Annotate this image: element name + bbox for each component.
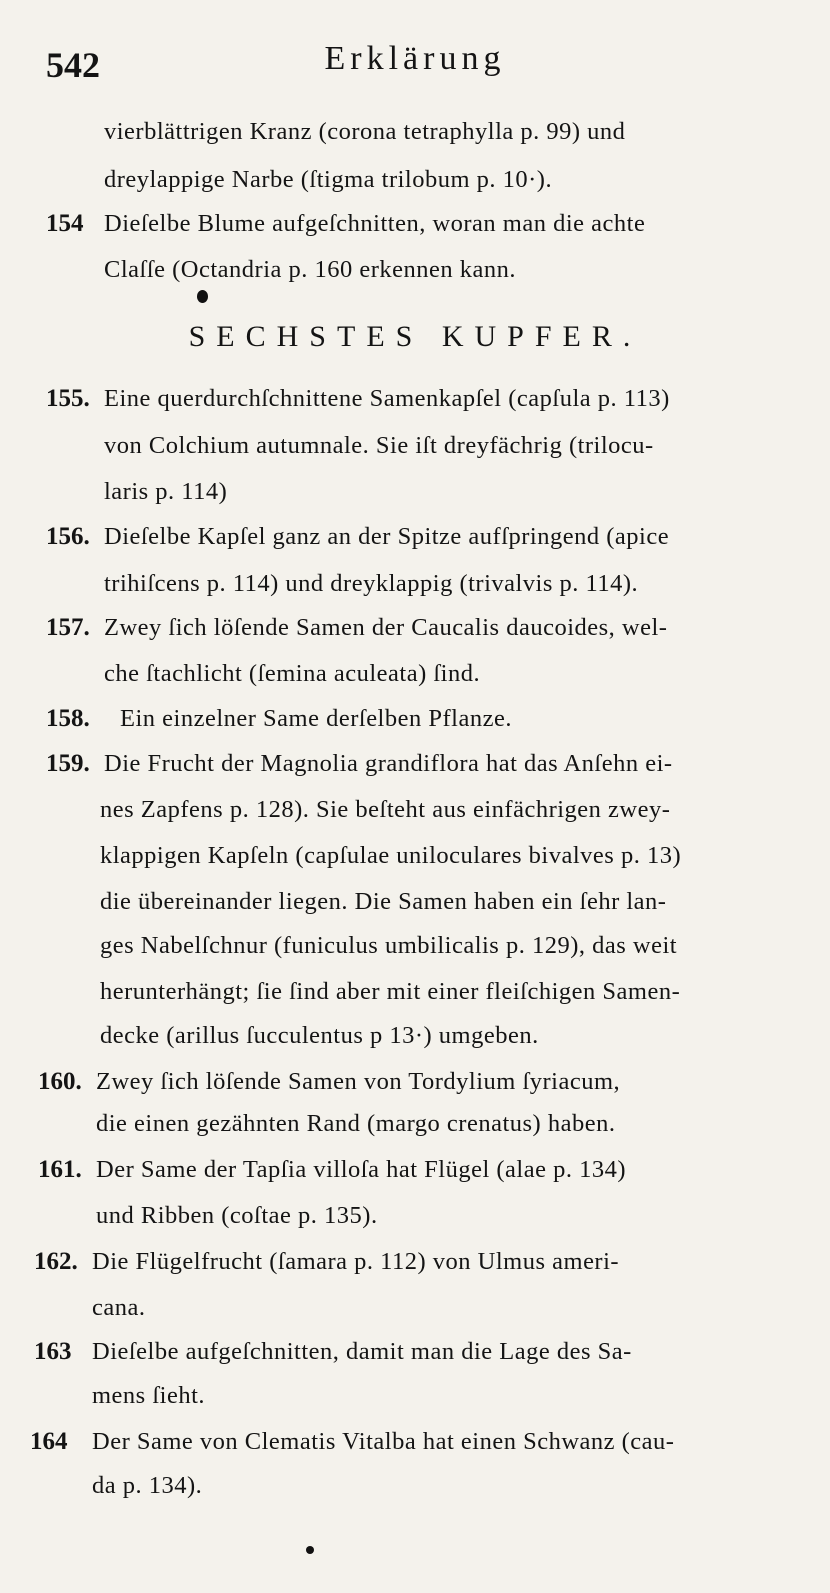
running-head xyxy=(0,34,830,84)
text-line: Zwey ſich löſende Samen von Tordylium ſyriacum, xyxy=(96,1068,621,1095)
text-line: laris p. 114) xyxy=(104,478,228,505)
text-line: Eine querdurchſchnittene Samenkapſel (capſula p. 113) xyxy=(104,385,670,412)
ink-blot xyxy=(306,1546,314,1554)
page-title: Erklärung xyxy=(324,40,506,77)
text-line: die übereinander liegen. Die Samen haben ein ſehr lan- xyxy=(100,888,667,915)
text-line: von Colchium autumnale. Sie iſt dreyfächrig (trilocu- xyxy=(104,432,654,459)
section-heading: SECHSTES KUPFER. xyxy=(188,320,642,353)
ink-blot xyxy=(197,290,208,303)
text-line: da p. 134). xyxy=(92,1472,203,1499)
text-line: nes Zapfens p. 128). Sie beſteht aus einfächrigen zwey- xyxy=(100,796,671,823)
text-line: herunterhängt; ſie ſind aber mit einer fleiſchigen Samen- xyxy=(100,978,681,1005)
text-line: ges Nabelſchnur (funiculus umbilicalis p. 129), das weit xyxy=(100,932,678,959)
entry-number: 154 xyxy=(46,210,84,237)
text-line: Die Frucht der Magnolia grandiflora hat das Anſehn ei- xyxy=(104,750,673,777)
entry-number: 159. xyxy=(46,750,90,777)
text-line: klappigen Kapſeln (capſulae uniloculares bivalves p. 13) xyxy=(100,842,682,869)
text-line: Claſſe (Octandria p. 160 erkennen kann. xyxy=(104,256,517,283)
entry-number: 156. xyxy=(46,523,90,550)
entry-number: 164 xyxy=(30,1428,68,1455)
page-number: 542 xyxy=(46,45,100,85)
entry-number: 163 xyxy=(34,1338,72,1365)
text-line: mens ſieht. xyxy=(92,1382,206,1409)
entry-number: 155. xyxy=(46,385,90,412)
text-line: dreylappige Narbe (ſtigma trilobum p. 10·). xyxy=(104,166,553,193)
entry-number: 160. xyxy=(38,1068,82,1095)
text-line: und Ribben (coſtae p. 135). xyxy=(96,1202,378,1229)
text-line: Dieſelbe Blume aufgeſchnitten, woran man die achte xyxy=(104,210,646,237)
text-line: vierblättrigen Kranz (corona tetraphylla p. 99) und xyxy=(104,118,626,145)
entry-number: 161. xyxy=(38,1156,82,1183)
text-line: Ein einzelner Same derſelben Pflanze. xyxy=(120,705,512,732)
text-line: Die Flügelfrucht (ſamara p. 112) von Ulmus ameri- xyxy=(92,1248,620,1275)
text-line: decke (arillus ſucculentus p 13·) umgeben. xyxy=(100,1022,539,1049)
text-line: Dieſelbe aufgeſchnitten, damit man die Lage des Sa- xyxy=(92,1338,632,1365)
entry-number: 157. xyxy=(46,614,90,641)
text-line: Zwey ſich löſende Samen der Caucalis daucoides, wel- xyxy=(104,614,668,641)
text-line: Der Same von Clematis Vitalba hat einen Schwanz (cau- xyxy=(92,1428,675,1455)
text-line: Der Same der Tapſia villoſa hat Flügel (alae p. 134) xyxy=(96,1156,627,1183)
text-line: die einen gezähnten Rand (margo crenatus) haben. xyxy=(96,1110,616,1137)
text-line: cana. xyxy=(92,1294,146,1321)
entry-number: 158. xyxy=(46,705,90,732)
text-line: trihiſcens p. 114) und dreyklappig (trivalvis p. 114). xyxy=(104,570,639,597)
text-line: Dieſelbe Kapſel ganz an der Spitze aufſpringend (apice xyxy=(104,523,670,550)
entry-number: 162. xyxy=(34,1248,78,1275)
text-line: che ſtachlicht (ſemina aculeata) ſind. xyxy=(104,660,481,687)
